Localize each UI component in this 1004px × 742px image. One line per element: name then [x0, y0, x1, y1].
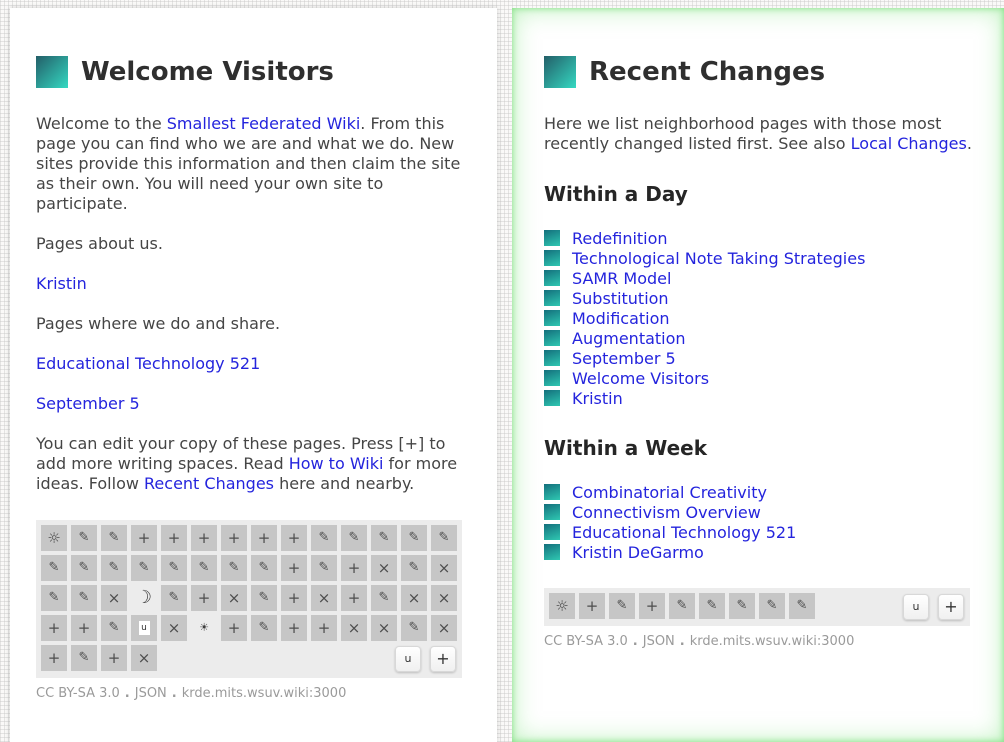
page-footer: [544, 634, 972, 649]
page-flag-icon: [544, 484, 560, 500]
journal-action-edit-button[interactable]: ✎: [161, 585, 187, 611]
page-flag-icon: [544, 524, 560, 540]
journal-action-remove-button[interactable]: ×: [431, 615, 457, 641]
journal-action-sun-button[interactable]: ☼: [549, 593, 575, 619]
license-link[interactable]: CC BY-SA 3.0: [36, 686, 120, 701]
paragraph: [36, 234, 464, 254]
journal-action-edit-button[interactable]: ✎: [401, 615, 427, 641]
page-link[interactable]: Redefinition: [572, 228, 668, 248]
journal-action-remove-button[interactable]: ×: [221, 585, 247, 611]
paragraph: [36, 314, 464, 334]
text-run: for more ideas. Follow: [36, 454, 458, 493]
journal-action-remove-button[interactable]: ×: [101, 585, 127, 611]
json-link[interactable]: JSON: [134, 686, 167, 701]
page-link[interactable]: Technological Note Taking Strategies: [572, 248, 866, 268]
revert-button[interactable]: u: [903, 594, 929, 620]
page-flag-icon: [544, 330, 560, 346]
site-flag-icon: [36, 56, 68, 88]
reference-row: [544, 268, 972, 288]
journal-action-edit-button[interactable]: ✎: [759, 593, 785, 619]
section-heading-week: Within a Week: [544, 436, 708, 460]
page-link[interactable]: September 5: [572, 348, 676, 368]
page-flag-icon: [544, 350, 560, 366]
journal-action-add-button[interactable]: +: [101, 645, 127, 671]
journal-action-add-button[interactable]: +: [221, 615, 247, 641]
page-flag-icon: [544, 544, 560, 560]
journal-action-add-button[interactable]: +: [161, 525, 187, 551]
reference-row: [544, 502, 972, 522]
journal-action-edit-button[interactable]: ✎: [311, 525, 337, 551]
license-link[interactable]: CC BY-SA 3.0: [544, 634, 628, 649]
journal-action-edit-button[interactable]: ✎: [191, 555, 217, 581]
journal-action-add-button[interactable]: +: [41, 615, 67, 641]
journal-action-edit-button[interactable]: ✎: [221, 555, 247, 581]
remote-site-flag-icon: u: [139, 621, 150, 635]
text-run: Pages where we do and share.: [36, 314, 281, 333]
reference-row: [544, 482, 972, 502]
journal-action-edit-button[interactable]: ✎: [251, 615, 277, 641]
text-run: Welcome to the: [36, 114, 167, 133]
page-link[interactable]: SAMR Model: [572, 268, 672, 288]
recent-changes-day-list: [544, 228, 972, 408]
journal-action-add-button[interactable]: +: [191, 585, 217, 611]
journal-action-edit-button[interactable]: ✎: [251, 555, 277, 581]
inline-page-link[interactable]: Kristin: [36, 274, 87, 293]
page-title: Recent Changes: [589, 57, 826, 87]
journal-action-edit-button[interactable]: ✎: [401, 525, 427, 551]
page-link[interactable]: Augmentation: [572, 328, 686, 348]
journal-action-edit-button[interactable]: ✎: [101, 615, 127, 641]
journal-action-edit-button[interactable]: ✎: [41, 585, 67, 611]
journal-action-edit-button[interactable]: ✎: [669, 593, 695, 619]
reference-row: [544, 228, 972, 248]
journal-action-remove-button[interactable]: ×: [161, 615, 187, 641]
reference-row: [544, 388, 972, 408]
footer-separator: .: [632, 634, 638, 649]
journal-action-edit-button[interactable]: ✎: [789, 593, 815, 619]
footer-separator: .: [124, 686, 130, 701]
reference-row: [544, 368, 972, 388]
inline-page-link[interactable]: Educational Technology 521: [36, 354, 261, 373]
paragraph: [544, 114, 972, 154]
journal-action-add-button[interactable]: +: [281, 615, 307, 641]
journal-action-edit-button[interactable]: ✎: [41, 555, 67, 581]
page-recent-changes: [512, 8, 1004, 742]
footer-separator: .: [171, 686, 177, 701]
journal-action-add-button[interactable]: +: [191, 525, 217, 551]
section-heading-day: Within a Day: [544, 182, 688, 206]
inline-page-link[interactable]: Smallest Federated Wiki: [166, 114, 361, 133]
page-flag-icon: [544, 370, 560, 386]
journal-action-edit-button[interactable]: ✎: [71, 525, 97, 551]
journal-action-edit-button[interactable]: ✎: [101, 555, 127, 581]
page-link[interactable]: Modification: [572, 308, 670, 328]
page-flag-icon: [544, 504, 560, 520]
reference-row: [544, 328, 972, 348]
text-run: Pages about us.: [36, 234, 163, 253]
page-flag-icon: [544, 250, 560, 266]
text-run: here and nearby.: [274, 474, 415, 493]
page-link[interactable]: Combinatorial Creativity: [572, 482, 767, 502]
journal-action-add-button[interactable]: +: [41, 645, 67, 671]
journal-action-edit-button[interactable]: ✎: [341, 525, 367, 551]
journal-action-edit-button[interactable]: ✎: [131, 555, 157, 581]
journal-action-edit-button[interactable]: ✎: [431, 525, 457, 551]
journal-action-remove-button[interactable]: ×: [431, 585, 457, 611]
journal-action-remove-button[interactable]: ×: [131, 645, 157, 671]
page-flag-icon: [544, 230, 560, 246]
paragraph: [36, 394, 464, 414]
journal-action-remove-button[interactable]: ×: [311, 585, 337, 611]
page-footer: [36, 686, 464, 701]
page-header: [36, 56, 464, 88]
recent-changes-week-list: [544, 482, 972, 562]
journal-action-edit-button[interactable]: ✎: [371, 525, 397, 551]
journal-action-add-button[interactable]: +: [71, 615, 97, 641]
journal-action-bar: [36, 520, 462, 678]
paragraph: [36, 434, 464, 494]
moon-separator-icon: ☽: [135, 587, 153, 608]
reference-row: [544, 288, 972, 308]
paragraph: [36, 274, 464, 294]
journal-action-edit-button[interactable]: ✎: [101, 525, 127, 551]
page-flag-icon: [544, 310, 560, 326]
journal-action-add-button[interactable]: +: [281, 555, 307, 581]
page-header: [544, 56, 972, 88]
journal-action-edit-button[interactable]: ✎: [71, 585, 97, 611]
text-run: . From this page you can find who we are and what we do. New sites provide this information and then claim the site as their own. You will need your own site to participate.: [36, 114, 461, 213]
journal-action-remove-button[interactable]: ×: [401, 585, 427, 611]
json-link[interactable]: JSON: [642, 634, 675, 649]
journal-action-add-button[interactable]: +: [341, 555, 367, 581]
journal-action-add-button[interactable]: +: [341, 585, 367, 611]
journal-action-edit-button[interactable]: ✎: [699, 593, 725, 619]
journal-action-add-button[interactable]: +: [579, 593, 605, 619]
inline-page-link[interactable]: Local Changes: [850, 134, 967, 153]
journal-action-add-button[interactable]: +: [281, 585, 307, 611]
add-paragraph-button[interactable]: +: [430, 646, 456, 672]
journal-action-edit-button[interactable]: ✎: [251, 585, 277, 611]
text-run: Here we list neighborhood pages with those most recently changed listed first. See also: [544, 114, 942, 153]
journal-action-sun-button[interactable]: ☼: [41, 525, 67, 551]
inline-page-link[interactable]: Recent Changes: [144, 474, 275, 493]
page-link[interactable]: Substitution: [572, 288, 669, 308]
page-link[interactable]: Connectivism Overview: [572, 502, 761, 522]
page-flag-icon: [544, 390, 560, 406]
journal-action-bar: [544, 588, 970, 626]
journal-action-remove-button[interactable]: ×: [371, 615, 397, 641]
reference-row: [544, 542, 972, 562]
site-flag-icon: [544, 56, 576, 88]
add-paragraph-button[interactable]: +: [938, 594, 964, 620]
day-separator-icon: ☀: [199, 621, 209, 634]
site-origin-link[interactable]: krde.mits.wsuv.wiki:3000: [689, 634, 855, 649]
page-welcome-visitors: [10, 8, 497, 742]
reference-row: [544, 308, 972, 328]
journal-action-add-button[interactable]: +: [221, 525, 247, 551]
reference-row: [544, 248, 972, 268]
journal-action-edit-button[interactable]: ✎: [311, 555, 337, 581]
page-link[interactable]: Educational Technology 521: [572, 522, 797, 542]
revert-button[interactable]: u: [395, 646, 421, 672]
page-flag-icon: [544, 270, 560, 286]
paragraph: [36, 114, 464, 214]
journal-action-add-button[interactable]: +: [131, 525, 157, 551]
page-link[interactable]: Welcome Visitors: [572, 368, 710, 388]
journal-action-add-button[interactable]: +: [251, 525, 277, 551]
journal-action-remove-button[interactable]: ×: [371, 555, 397, 581]
reference-row: [544, 348, 972, 368]
journal-action-edit-button[interactable]: ✎: [71, 645, 97, 671]
site-origin-link[interactable]: krde.mits.wsuv.wiki:3000: [181, 686, 347, 701]
footer-separator: .: [679, 634, 685, 649]
paragraph: [36, 354, 464, 374]
journal-action-edit-button[interactable]: ✎: [729, 593, 755, 619]
journal-action-edit-button[interactable]: ✎: [401, 555, 427, 581]
page-link[interactable]: Kristin DeGarmo: [572, 542, 704, 562]
page-title: Welcome Visitors: [81, 57, 334, 87]
journal-action-edit-button[interactable]: ✎: [161, 555, 187, 581]
journal-action-add-button[interactable]: +: [281, 525, 307, 551]
journal-action-edit-button[interactable]: ✎: [609, 593, 635, 619]
journal-action-add-button[interactable]: +: [639, 593, 665, 619]
reference-row: [544, 522, 972, 542]
journal-action-edit-button[interactable]: ✎: [371, 585, 397, 611]
page-link[interactable]: Kristin: [572, 388, 623, 408]
journal-action-edit-button[interactable]: ✎: [71, 555, 97, 581]
text-run: You can edit your copy of these pages. Press [+] to add more writing spaces. Read: [36, 434, 446, 473]
text-run: .: [966, 134, 972, 153]
inline-page-link[interactable]: How to Wiki: [288, 454, 384, 473]
inline-page-link[interactable]: September 5: [36, 394, 140, 413]
page-flag-icon: [544, 290, 560, 306]
journal-action-remove-button[interactable]: ×: [431, 555, 457, 581]
journal-action-add-button[interactable]: +: [311, 615, 337, 641]
journal-action-fork-button[interactable]: [131, 615, 157, 641]
journal-action-remove-button[interactable]: ×: [341, 615, 367, 641]
